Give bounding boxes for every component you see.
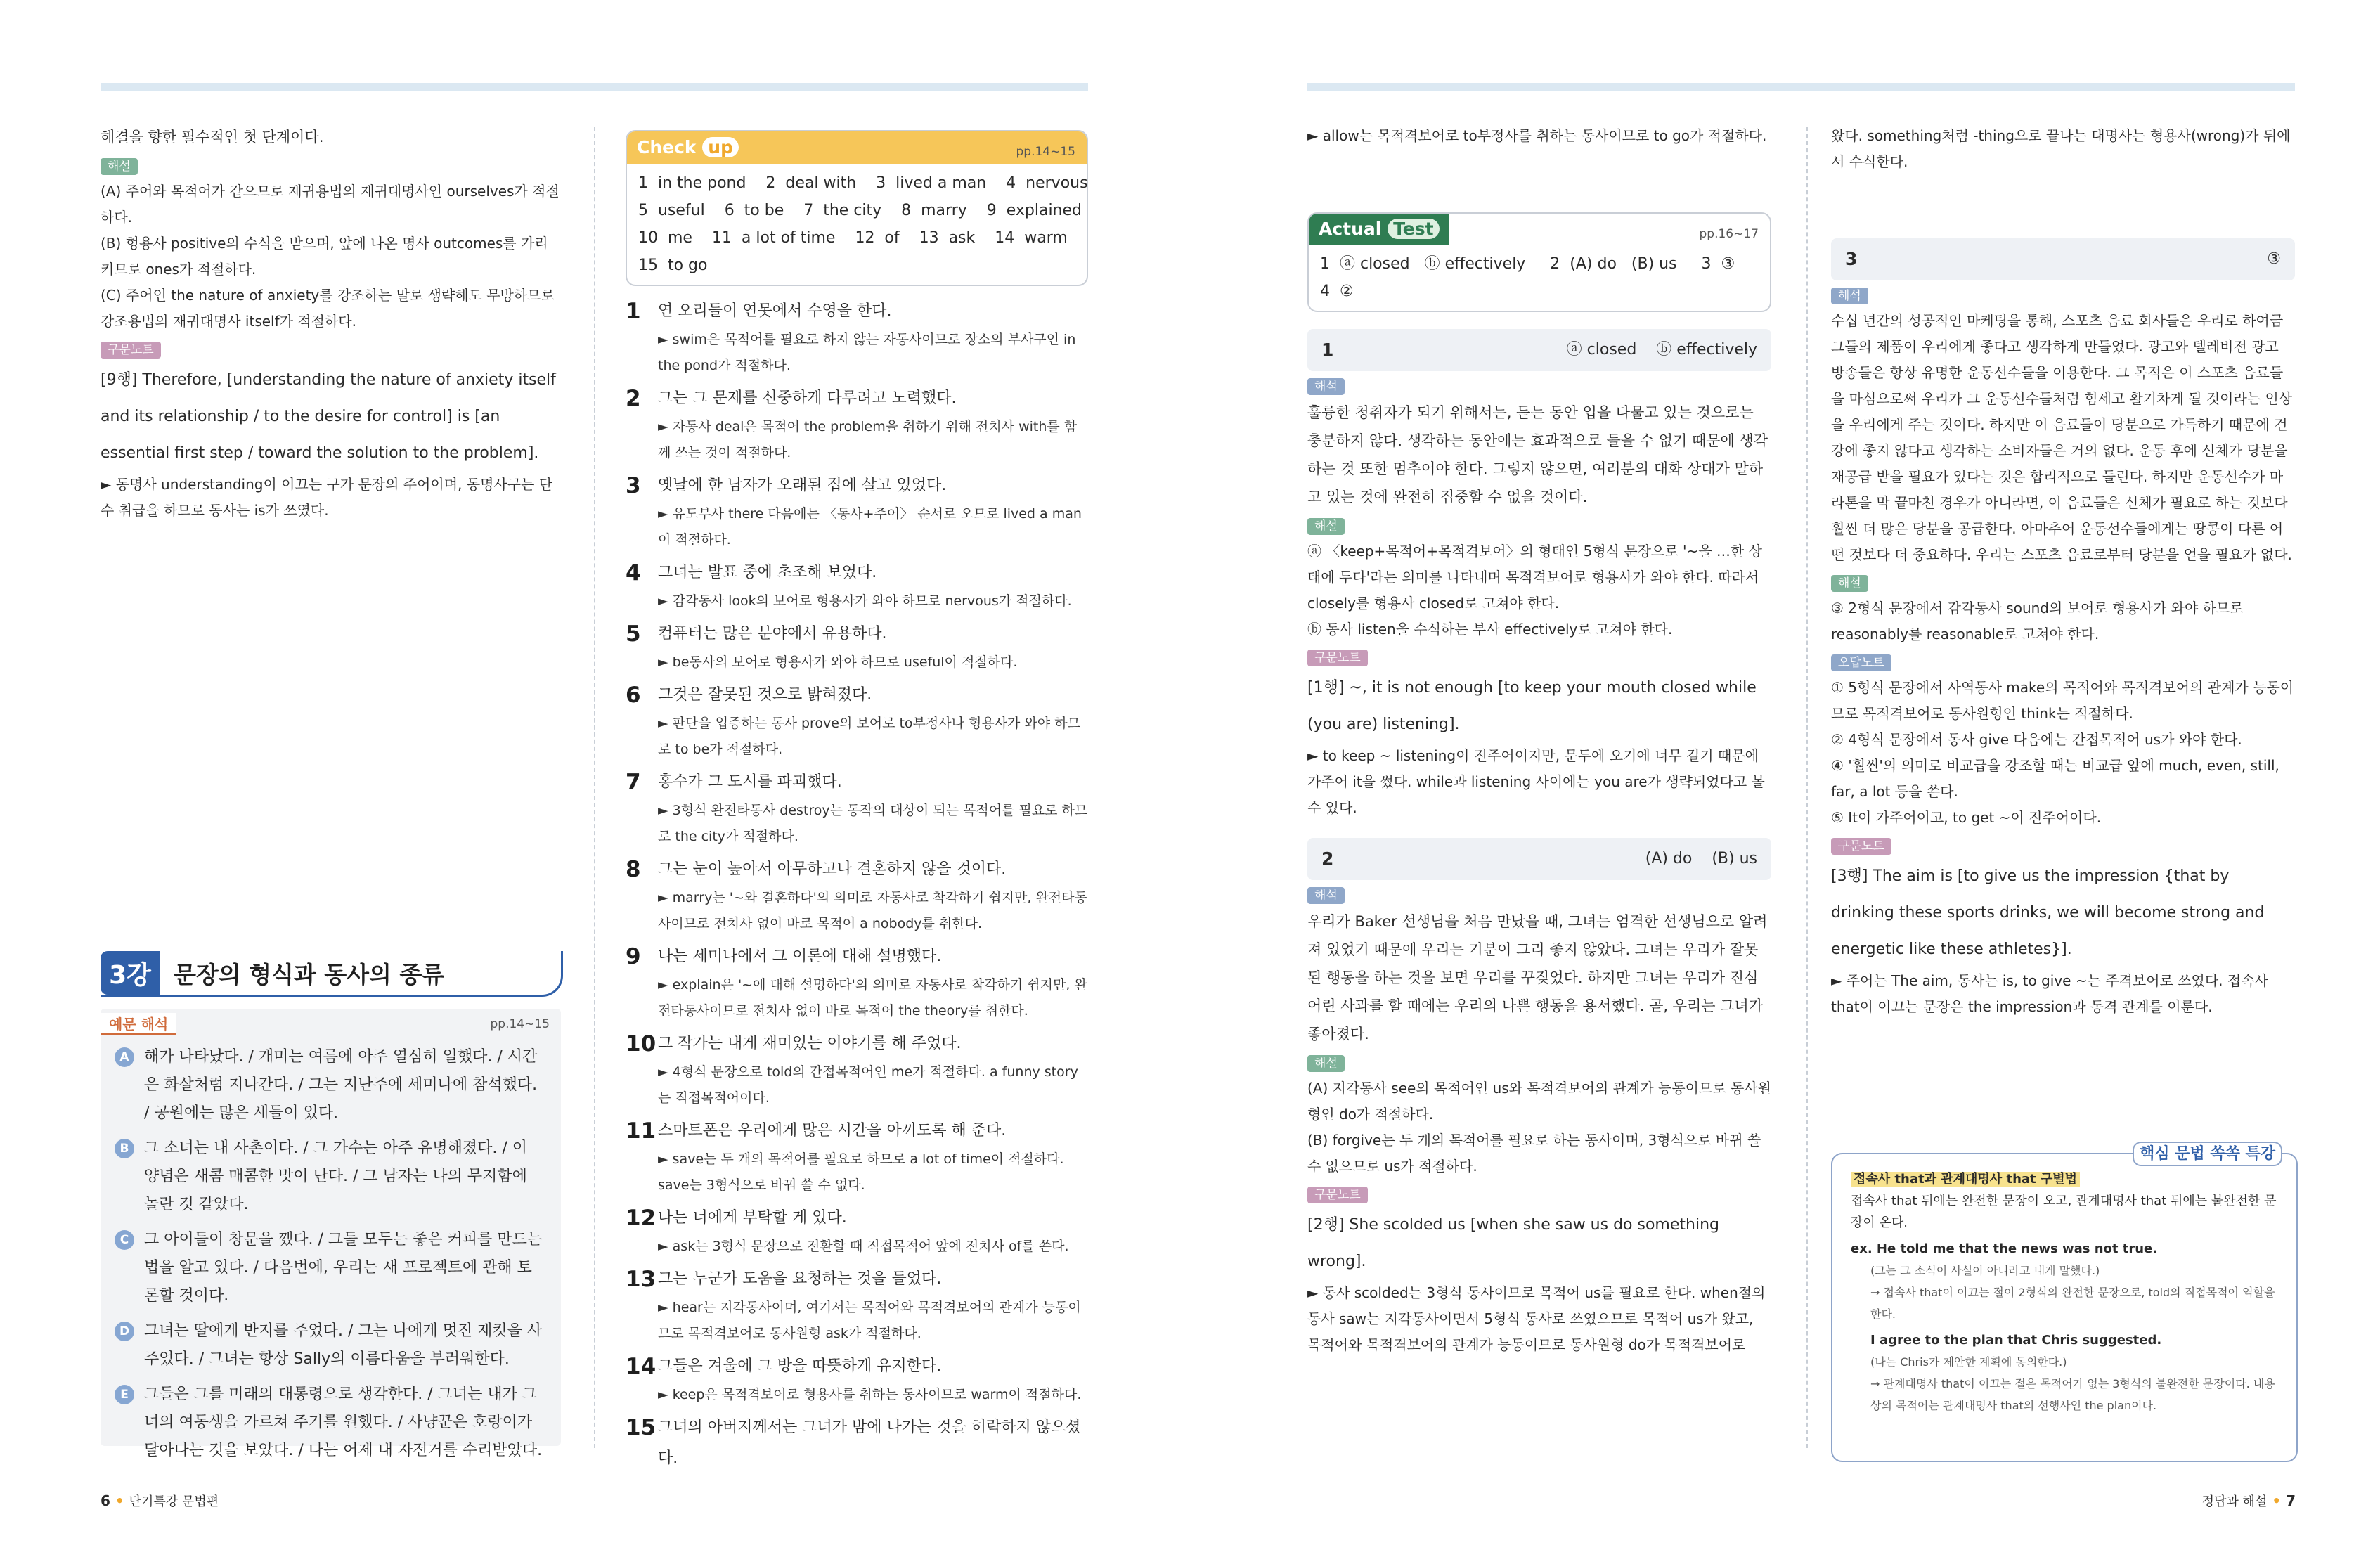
odap-item: ② 4형식 문장에서 동사 give 다음에는 간접목적어 us가 와야 한다. <box>1831 731 2242 748</box>
item-number: 15 <box>626 1415 657 1440</box>
gumun-note: ► to keep ~ listening이 진주어이지만, 문두에 오기에 너무 길기 때문에 가주어 it을 썼다. while과 listening 사이에는 you are가 생략되었다고 볼 수 있다. <box>1307 747 1765 816</box>
item-sentence: 그는 그 문제를 신중하게 다루려고 노력했다. <box>658 389 957 407</box>
haeseok-tag: 해석 <box>1307 887 1345 904</box>
allow-note: ► allow는 목적격보어로 to부정사를 취하는 동사이므로 to go가 적절하다. <box>1307 127 1767 144</box>
item-explanation: ► 자동사 deal은 목적어 the problem을 취하기 위해 전치사 with를 함께 쓰는 것이 적절하다. <box>658 419 1078 460</box>
question-1-bar <box>1307 329 1771 371</box>
example-letter: B <box>115 1139 134 1158</box>
checkup-item <box>626 557 1088 614</box>
checkup-item <box>626 1028 1088 1111</box>
example-letter: E <box>115 1385 134 1404</box>
item-number: 13 <box>626 1267 657 1292</box>
haeseol-text: (B) forgive는 두 개의 목적어를 필요로 하는 동사이며, 3형식으로 바뀌 쓸 수 없으므로 us가 적절하다. <box>1307 1132 1761 1175</box>
chapter-header <box>101 951 563 997</box>
item-explanation: ► hear는 지각동사이며, 여기서는 목적어와 목적격보어의 관계가 능동이므로 목적격보어로 동사원형 ask가 적절하다. <box>658 1300 1081 1341</box>
item-explanation: ► 3형식 완전타동사 destroy는 동작의 대상이 되는 목적어를 필요로 하므로 the city가 적절하다. <box>658 803 1088 844</box>
grammar-ex1-kr: (그는 그 소식이 사실이 아니라고 내게 말했다.) <box>1870 1264 2100 1277</box>
item-number: 8 <box>626 857 641 882</box>
item-sentence: 그 작가는 내게 재미있는 이야기를 해 주었다. <box>658 1035 962 1052</box>
item-sentence: 나는 너에게 부탁할 게 있다. <box>658 1209 847 1227</box>
item-sentence: 그는 누군가 도움을 요청하는 것을 들었다. <box>658 1270 942 1288</box>
example-text: 해가 나타났다. / 개미는 여름에 아주 열심히 일했다. / 시간은 화살처럼 지나간다. / 그는 지난주에 세미나에 참석했다. / 공원에는 많은 새들이 있다. <box>144 1048 538 1122</box>
item-explanation: ► keep은 목적격보어로 형용사를 취하는 동사이므로 warm이 적절하다. <box>658 1387 1082 1402</box>
item-sentence: 스마트폰은 우리에게 많은 시간을 아끼도록 해 준다. <box>658 1122 1007 1139</box>
grammar-tip-box <box>1831 1145 2298 1462</box>
question-number: 1 <box>1321 340 1334 360</box>
item-sentence: 옛날에 한 남자가 오래된 집에 살고 있었다. <box>658 477 947 494</box>
intro-text: 해결을 향한 필수적인 첫 단계이다. <box>101 129 324 146</box>
question-3-bar <box>1831 238 2295 280</box>
example-letter: D <box>115 1322 134 1341</box>
item-number: 7 <box>626 770 641 795</box>
checkup-answers <box>627 164 1087 285</box>
left-footer-title: 단기특강 문법편 <box>129 1494 219 1509</box>
item-number: 4 <box>626 560 641 586</box>
haeseol-text: ⓑ 동사 listen을 수식하는 부사 effectively로 고쳐야 한다. <box>1307 621 1673 638</box>
right-top-bar <box>1307 83 2295 91</box>
actual-badge: Test <box>1388 219 1440 239</box>
item-explanation: ► ask는 3형식 문장으로 전환할 때 직접목적어 앞에 전치사 of를 쓴다. <box>658 1239 1069 1254</box>
answer-line: 15 to go <box>638 257 708 274</box>
checkup-items <box>626 296 1088 1474</box>
example-row-b <box>115 1135 547 1219</box>
grammar-tip-title: 접속사 that과 관계대명사 that 구별법 <box>1851 1172 2080 1187</box>
checkup-item <box>626 1264 1088 1347</box>
haeseok-tag: 해석 <box>1831 288 1868 304</box>
example-pp: pp.14~15 <box>490 1016 550 1031</box>
haeseol-tag: 해설 <box>1307 1055 1345 1072</box>
example-letter: A <box>115 1047 134 1067</box>
haeseol-tag: 해설 <box>1831 575 1868 592</box>
example-text: 그 아이들이 창문을 깼다. / 그들 모두는 좋은 커피를 만드는 법을 알고 있다. / 다음번에, 우리는 새 프로젝트에 관해 토론할 것이다. <box>144 1231 543 1305</box>
gumun-note: ► 동명사 understanding이 이끄는 구가 문장의 주어이며, 동명사구는 단수 취급을 하므로 동사는 is가 쓰였다. <box>101 476 553 519</box>
grammar-ex2: I agree to the plan that Chris suggested. <box>1870 1333 2162 1348</box>
checkup-item <box>626 941 1088 1024</box>
haeseol-c: (C) 주어인 the nature of anxiety를 강조하는 말로 생략해도 무방하므로 강조용법의 재귀대명사 itself가 적절하다. <box>101 287 555 330</box>
haeseol-text: ③ 2형식 문장에서 감각동사 sound의 보어로 형용사가 와야 하므로 reasonably를 reasonable로 고쳐야 한다. <box>1831 600 2244 642</box>
grammar-ex2-note: → 관계대명사 that이 이끄는 절은 목적어가 없는 3형식의 불완전한 문장이다. 내용상의 목적어는 관계대명사 that의 선행사인 the plan이다. <box>1870 1377 2275 1412</box>
example-letter: C <box>115 1230 134 1250</box>
checkup-title: Check <box>637 137 697 157</box>
item-number: 3 <box>626 473 641 498</box>
haeseol-text: (A) 지각동사 see의 목적어인 us와 목적격보어의 관계가 능동이므로 동사원형인 do가 적절하다. <box>1307 1080 1771 1123</box>
grammar-ex1: ex. He told me that the news was not true. <box>1851 1241 2158 1256</box>
right-page-number: 7 <box>2286 1492 2296 1509</box>
left-divider <box>594 127 595 1448</box>
example-row-c <box>115 1226 547 1310</box>
answer-line: 5 useful 6 to be 7 the city 8 marry 9 explained <box>638 202 1082 219</box>
item-sentence: 그들은 겨울에 그 방을 따뜻하게 유지한다. <box>658 1357 942 1375</box>
haeseol-tag: 해설 <box>1307 518 1345 535</box>
item-explanation: ► 4형식 문장으로 told의 간접목적어인 me가 적절하다. a funny story는 직접목적어이다. <box>658 1064 1078 1106</box>
actual-pp: pp.16~17 <box>1699 227 1759 241</box>
item-number: 14 <box>626 1354 657 1379</box>
checkup-item <box>626 1203 1088 1260</box>
checkup-box <box>626 130 1088 286</box>
gumun-sentence: [1행] ~, it is not enough [to keep your mouth closed while (you are) listening]. <box>1307 679 1757 733</box>
actual-test-header <box>1309 214 1449 245</box>
haeseok-text: 훌륭한 청취자가 되기 위해서는, 듣는 동안 입을 다물고 있는 것으로는 충분하지 않다. 생각하는 동안에는 효과적으로 들을 수 없기 때문에 생각하는 것 또한 멈추어야 한다. 그렇지 않으면, 여러분의 대화 상대가 말하고 있는 것에 완전히 집중할 수 없을 것이다. <box>1307 404 1768 505</box>
question-number: 3 <box>1845 249 1858 269</box>
odap-item: ⑤ It이 가주어이고, to get ~이 진주어이다. <box>1831 809 2102 826</box>
checkup-item <box>626 680 1088 763</box>
checkup-pp: pp.14~15 <box>1016 145 1075 159</box>
gumun-tag: 구문노트 <box>101 342 161 359</box>
haeseol-a: (A) 주어와 목적어가 같으므로 재귀용법의 재귀대명사인 ourselves가 적절하다. <box>101 183 560 226</box>
item-explanation: ► explain은 '~에 대해 설명하다'의 의미로 자동사로 착각하기 쉽지만, 완전타동사이므로 전치사 없이 바로 목적어 the theory를 취한다. <box>658 977 1087 1019</box>
left-page-number: 6 <box>101 1492 110 1509</box>
answer-line: 1 ⓐ closed ⓑ effectively 2 (A) do (B) us 3 ③ <box>1320 255 1735 273</box>
actual-test-box <box>1307 212 1771 312</box>
question-number: 2 <box>1321 848 1334 869</box>
right-divider <box>1806 127 1808 1448</box>
checkup-item <box>626 1351 1088 1408</box>
item-sentence: 그녀는 발표 중에 초조해 보였다. <box>658 564 877 581</box>
grammar-ex2-kr: (나는 Chris가 제안한 계획에 동의한다.) <box>1870 1355 2067 1369</box>
item-number: 2 <box>626 386 641 411</box>
gumun-tag: 구문노트 <box>1307 650 1368 666</box>
example-row-a <box>115 1043 547 1128</box>
item-number: 1 <box>626 299 641 324</box>
actual-answers <box>1309 245 1770 311</box>
haeseok-tag: 해석 <box>1307 378 1345 395</box>
example-row-d <box>115 1317 547 1374</box>
item-number: 11 <box>626 1118 657 1144</box>
item-sentence: 그것은 잘못된 것으로 밝혀졌다. <box>658 686 872 704</box>
checkup-item <box>626 1116 1088 1199</box>
gumun-sentence: [2행] She scolded us [when she saw us do something wrong]. <box>1307 1216 1719 1270</box>
gumun-tag: 구문노트 <box>1831 838 1891 855</box>
checkup-item <box>626 383 1088 466</box>
gumun-note: ► 주어는 The aim, 동사는 is, to give ~는 주격보어로 쓰였다. 접속사 that이 이끄는 문장은 the impression과 동격 관계를 이룬다. <box>1831 972 2268 1015</box>
checkup-item <box>626 470 1088 553</box>
item-number: 10 <box>626 1031 657 1057</box>
item-explanation: ► save는 두 개의 목적어를 필요로 하므로 a lot of time이 적절하다. save는 3형식으로 바꿔 쓸 수 없다. <box>658 1151 1064 1193</box>
gumun-tag: 구문노트 <box>1307 1187 1368 1203</box>
example-text: 그녀는 딸에게 반지를 주었다. / 그는 나에게 멋진 재킷을 사주었다. / 그녀는 항상 Sally의 이름다움을 부러워한다. <box>144 1322 543 1368</box>
haeseol-b: (B) 형용사 positive의 수식을 받으며, 앞에 나온 명사 outcomes를 가리키므로 ones가 적절하다. <box>101 235 548 278</box>
chapter-number: 3강 <box>101 951 160 995</box>
haeseok-text: 수십 년간의 성공적인 마케팅을 통해, 스포츠 음료 회사들은 우리로 하여금 그들의 제품이 우리에게 좋다고 생각하게 만들었다. 광고와 텔레비전 광고 방송들은 항상 유명한 운동선수들을 이용한다. 그 목적은 이 스포츠 음료들을 마심으로써 우리가 그 운동선수들처럼 힘세고 활기차게 될 것이라는 인상을 우리에게 주는 것이다. 하지만 이 음료들이 당분으로 가득하기 때문에 건강에 좋지 않다고 생각하는 소비자들은 거의 없다. 운동 후에 신체가 당분을 재공급 받을 필요가 있다는 것은 합리적으로 들린다. 하지만 운동선수가 마라톤을 막 끝마친 경우가 아니라면, 이 음료들은 신체가 필요로 하는 것보다 훨씬 더 많은 당분을 공급한다. 아마추어 운동선수들에게는 땅콩이 다른 어떤 것보다 더 중요하다. 우리는 스포츠 음료로부터 당분을 얻을 필요가 없다. <box>1831 312 2293 563</box>
checkup-item <box>626 767 1088 850</box>
grammar-ex1-note: → 접속사 that이 이끄는 절이 2형식의 완전한 문장으로, told의 직접목적어 역할을 한다. <box>1870 1286 2275 1321</box>
haeseol-text: ⓐ 〈keep+목적어+목적격보어〉의 형태인 5형식 문장으로 '~을 …한 상태에 두다'라는 의미를 나타내며 목적격보어로 형용사가 와야 한다. 따라서 closely를 형용사 closed로 고쳐야 한다. <box>1307 543 1762 612</box>
odap-item: ① 5형식 문장에서 사역동사 make의 목적어와 목적격보어의 관계가 능동이므로 목적격보어로 동사원형인 think는 적절하다. <box>1831 679 2294 722</box>
item-number: 6 <box>626 683 641 708</box>
example-text: 그들은 그를 미래의 대통령으로 생각한다. / 그녀는 내가 그녀의 여동생을 가르쳐 주기를 원했다. / 사냥꾼은 호랑이가 달아나는 것을 보았다. / 나는 어제 내 자전거를 수리받았다. <box>144 1386 543 1459</box>
answer-line: 4 ② <box>1320 283 1354 300</box>
odap-item: ④ '훨씬'의 의미로 비교급을 강조할 때는 비교급 앞에 much, even, still, far, a lot 등을 쓴다. <box>1831 757 2279 800</box>
chapter-title: 문장의 형식과 동사의 종류 <box>174 960 445 988</box>
question-2-bar <box>1307 838 1771 880</box>
example-panel <box>101 1009 561 1459</box>
item-explanation: ► 감각동사 look의 보어로 형용사가 와야 하므로 nervous가 적절하다. <box>658 593 1072 609</box>
example-sub-label: 예문 해석 <box>101 1013 176 1035</box>
item-number: 5 <box>626 621 641 647</box>
gumun-sentence: [3행] The aim is [to give us the impression {that by drinking these sports drinks, we will become strong and energetic like these athletes}]. <box>1831 867 2265 958</box>
continued-note: 왔다. something처럼 -thing으로 끝나는 대명사는 형용사(wrong)가 뒤에서 수식한다. <box>1831 127 2291 170</box>
right-column-1 <box>1307 123 1771 1358</box>
item-explanation: ► marry는 '~와 결혼하다'의 의미로 자동사로 착각하기 쉽지만, 완전타동사이므로 전치사 없이 바로 목적어 a nobody를 취한다. <box>658 890 1087 931</box>
checkup-item <box>626 1412 1088 1474</box>
checkup-item <box>626 619 1088 676</box>
answer-line: 10 me 11 a lot of time 12 of 13 ask 14 warm <box>638 229 1068 247</box>
item-number: 9 <box>626 944 641 969</box>
left-column-2 <box>626 130 1088 1474</box>
answer-line: 1 in the pond 2 deal with 3 lived a man 4 nervous <box>638 174 1088 192</box>
checkup-item <box>626 854 1088 937</box>
item-sentence: 연 오리들이 연못에서 수영을 한다. <box>658 302 892 320</box>
example-text: 그 소녀는 내 사촌이다. / 그 가수는 아주 유명해졌다. / 이 양념은 새콤 매콤한 맛이 난다. / 그 남자는 나의 무지함에 놀란 것 같았다. <box>144 1139 528 1213</box>
grammar-desc: 접속사 that 뒤에는 완전한 문장이 오고, 관계대명사 that 뒤에는 불완전한 문장이 온다. <box>1851 1194 2277 1230</box>
item-sentence: 컴퓨터는 많은 분야에서 유용하다. <box>658 625 887 642</box>
left-column-1 <box>101 123 561 524</box>
gumun-note: ► 동사 scolded는 3형식 동사이므로 목적어 us를 필요로 한다. when절의 동사 saw는 지각동사이면서 5형식 동사로 쓰였으므로 목적어 us가 왔고, 목적어와 목적격보어의 관계가 능동이므로 동사원형 do가 목적격보어로 <box>1307 1284 1766 1353</box>
left-top-bar <box>101 83 1088 91</box>
item-sentence: 나는 세미나에서 그 이론에 대해 설명했다. <box>658 948 942 965</box>
item-explanation: ► 판단을 입증하는 동사 prove의 보어로 to부정사나 형용사가 와야 하므로 to be가 적절하다. <box>658 716 1080 757</box>
checkup-item <box>626 296 1088 379</box>
left-footer: 6 • 단기특강 문법편 <box>101 1492 219 1509</box>
actual-title: Actual <box>1319 219 1382 239</box>
right-footer-title: 정답과 해설 <box>2201 1494 2268 1509</box>
gumun-sentence: [9행] Therefore, [understanding the nature of anxiety itself and its relationship / to the desire for control] is [an essential first step / toward the solution to the problem]. <box>101 371 556 462</box>
right-column-2 <box>1831 123 2295 1020</box>
checkup-badge: up <box>702 137 739 157</box>
item-explanation: ► be동사의 보어로 형용사가 와야 하므로 useful이 적절하다. <box>658 654 1018 670</box>
question-answer: ③ <box>2267 250 2281 268</box>
right-footer: 정답과 해설 • 7 <box>2201 1492 2296 1509</box>
example-row-e <box>115 1381 547 1465</box>
grammar-tip-label: 핵심 문법 쏙쏙 특강 <box>2133 1142 2282 1166</box>
item-sentence: 그는 눈이 높아서 아무하고나 결혼하지 않을 것이다. <box>658 860 1007 878</box>
item-explanation: ► swim은 목적어를 필요로 하지 않는 자동사이므로 장소의 부사구인 in the pond가 적절하다. <box>658 332 1076 373</box>
item-number: 12 <box>626 1206 657 1231</box>
question-answer: ⓐ closed ⓑ effectively <box>1566 341 1757 359</box>
question-answer: (A) do (B) us <box>1645 850 1757 867</box>
item-sentence: 홍수가 그 도시를 파괴했다. <box>658 773 842 791</box>
item-sentence: 그녀의 아버지께서는 그녀가 밤에 나가는 것을 허락하지 않으셨다. <box>658 1419 1081 1467</box>
haeseok-text: 우리가 Baker 선생님을 처음 만났을 때, 그녀는 엄격한 선생님으로 알려져 있었기 때문에 우리는 기분이 그리 좋지 않았다. 그녀는 우리가 잘못된 행동을 하는 것을 보면 우리를 꾸짖었다. 하지만 그녀는 우리가 진심 어린 사과를 할 때에는 우리의 나쁜 행동을 용서했다. 곧, 우리는 그녀가 좋아졌다. <box>1307 913 1768 1042</box>
haeseol-tag: 해설 <box>101 158 138 175</box>
odap-tag: 오답노트 <box>1831 654 1891 671</box>
item-explanation: ► 유도부사 there 다음에는 〈동사+주어〉 순서로 오므로 lived a man이 적절하다. <box>658 506 1082 548</box>
